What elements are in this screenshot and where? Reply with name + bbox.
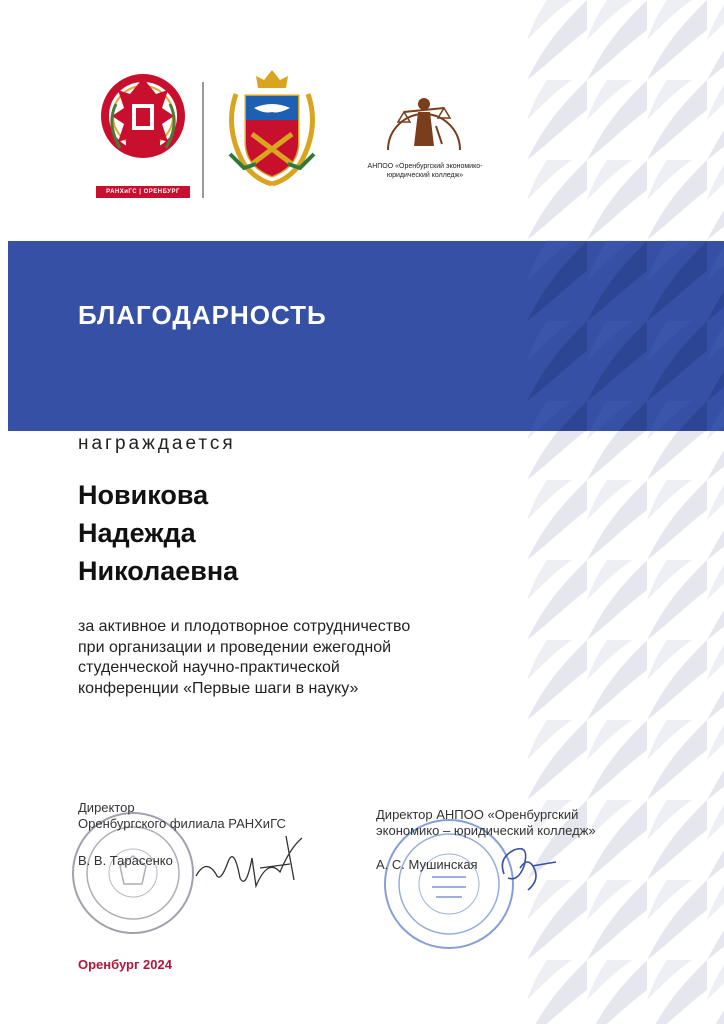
title-band [8, 241, 527, 431]
college-themis-emblem-icon [382, 86, 466, 152]
logo-divider [202, 82, 204, 198]
awarded-label: награждается [78, 433, 236, 454]
reason-line: при организации и проведении ежегодной [78, 638, 392, 656]
right-signatory-title-line2: экономико – юридический колледж» [376, 823, 596, 838]
recipient-first-name: Надежда [78, 518, 196, 548]
award-reason [78, 617, 498, 699]
left-signature-icon [190, 828, 330, 898]
right-signature-icon [494, 838, 564, 898]
ranepa-emblem-icon [96, 64, 190, 200]
recipient-patronymic: Николаевна [78, 556, 239, 586]
orenburg-coat-of-arms-icon [216, 68, 328, 190]
left-signatory-title-line1: Директор [78, 800, 135, 815]
ranepa-caption: РАНХиГС | ОРЕНБУРГ [96, 186, 190, 198]
city-year: Оренбург 2024 [78, 957, 172, 972]
reason-line: конференции «Первые шаги в науку» [78, 679, 359, 697]
left-signatory-name: В. В. Тарасенко [78, 853, 173, 868]
reason-line: студенческой научно-практической [78, 659, 340, 676]
reason-line: за активное и плодотворное сотрудничество [78, 618, 411, 635]
college-caption: АНПОО «Оренбургский экономико-юридический колледж» [367, 163, 483, 179]
left-signatory-title-line2: Оренбургского филиала РАНХиГС [78, 816, 286, 831]
band-pattern [527, 241, 724, 431]
right-signatory-title-line1: Директор АНПОО «Оренбургский [376, 807, 579, 822]
right-signatory-name: А. С. Мушинская [376, 857, 478, 872]
recipient-surname: Новикова [78, 480, 209, 510]
certificate-title: БЛАГОДАРНОСТЬ [78, 300, 327, 330]
